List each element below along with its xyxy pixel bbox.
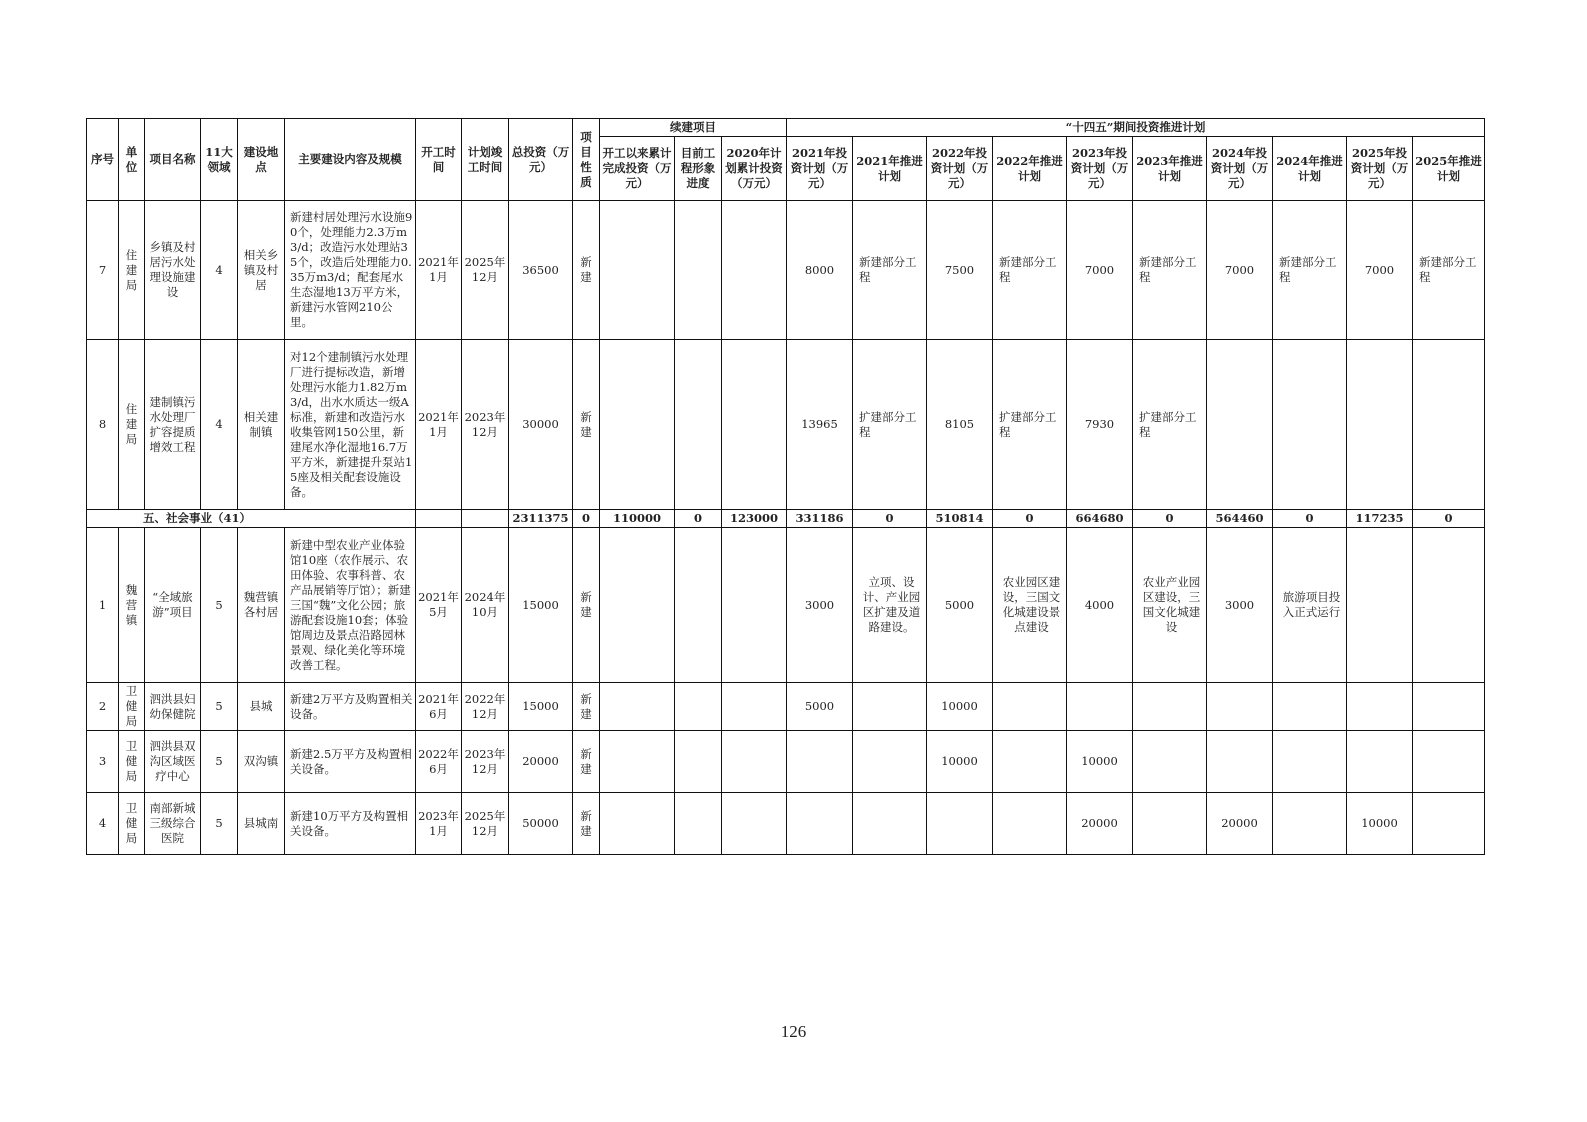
cell-prog-2022: [993, 793, 1067, 855]
cell-prog-2024: [1273, 683, 1347, 731]
cell-unit: 魏营镇: [119, 528, 145, 683]
cell-name: 南部新城三级综合医院: [145, 793, 201, 855]
cell-prog-2024: 新建部分工程: [1273, 201, 1347, 340]
cell-prog-2023: [1133, 731, 1207, 793]
cell-total: 15000: [509, 683, 573, 731]
cell-cum-invest: [600, 201, 675, 340]
cell-start: 2022年6月: [416, 731, 462, 793]
cell-nature: 新建: [573, 528, 600, 683]
cell-prog-2021: [853, 683, 927, 731]
cell-unit: 卫健局: [119, 793, 145, 855]
cell-start: 2021年6月: [416, 683, 462, 731]
header-location: 建设地点: [238, 119, 285, 201]
section-plan-2020: 123000: [722, 510, 787, 528]
investment-plan-table: [86, 118, 1485, 855]
cell-seq: 3: [87, 731, 119, 793]
header-nature: 项目性质: [573, 119, 600, 201]
section-inv-2023: 664680: [1067, 510, 1133, 528]
table-row: [87, 528, 1485, 683]
cell-total: 20000: [509, 731, 573, 793]
cell-prog-2025: 新建部分工程: [1413, 201, 1485, 340]
cell-field: 5: [201, 528, 238, 683]
cell-end: 2025年12月: [462, 201, 509, 340]
cell-name: 泗洪县双沟区域医疗中心: [145, 731, 201, 793]
cell-nature: 新建: [573, 683, 600, 731]
cell-inv-2023: 7930: [1067, 340, 1133, 510]
section-cum-invest: 110000: [600, 510, 675, 528]
cell-field: 5: [201, 793, 238, 855]
cell-content: 对12个建制镇污水处理厂进行提标改造，新增处理污水能力1.82万m3/d，出水水质达一级A标准，新建和改造污水收集管网150公里，新建尾水净化湿地16.7万平方米，新建提升泵站15座及相关配套设施设备。: [285, 340, 416, 510]
cell-unit: 住建局: [119, 201, 145, 340]
section-total: 2311375: [509, 510, 573, 528]
cell-inv-2022: 10000: [927, 731, 993, 793]
cell-content: 新建中型农业产业体验馆10座（农作展示、农田体验、农事科普、农产品展销等厅馆）；新建三国“魏”文化公园；旅游配套设施10套；体验馆周边及景点沿路园林景观、绿化美化等环境改善工程。: [285, 528, 416, 683]
section-progress: 0: [675, 510, 722, 528]
header-prog-2024: 2024年推进计划: [1273, 137, 1347, 201]
cell-seq: 1: [87, 528, 119, 683]
cell-name: 乡镇及村居污水处理设施建设: [145, 201, 201, 340]
cell-prog-2024: [1273, 731, 1347, 793]
section-row: [87, 510, 1485, 528]
header-inv-2022: 2022年投资计划（万元）: [927, 137, 993, 201]
cell-inv-2021: 8000: [787, 201, 853, 340]
section-inv-2022: 510814: [927, 510, 993, 528]
cell-name: “全域旅游”项目: [145, 528, 201, 683]
header-plan-2020: 2020年计划累计投资（万元）: [722, 137, 787, 201]
cell-inv-2022: 8105: [927, 340, 993, 510]
cell-inv-2024: [1207, 731, 1273, 793]
cell-inv-2022: 10000: [927, 683, 993, 731]
cell-plan-2020: [722, 201, 787, 340]
cell-seq: 8: [87, 340, 119, 510]
header-progress: 目前工程形象进度: [675, 137, 722, 201]
cell-unit: 住建局: [119, 340, 145, 510]
cell-prog-2025: [1413, 793, 1485, 855]
section-inv-2021: 331186: [787, 510, 853, 528]
cell-start: 2021年5月: [416, 528, 462, 683]
section-inv-2025: 117235: [1347, 510, 1413, 528]
cell-inv-2025: [1347, 340, 1413, 510]
cell-progress: [675, 340, 722, 510]
cell-unit: 卫健局: [119, 731, 145, 793]
table-row: [87, 793, 1485, 855]
cell-name: 建制镇污水处理厂扩容提质增效工程: [145, 340, 201, 510]
cell-prog-2021: 立项、设计、产业园区扩建及道路建设。: [853, 528, 927, 683]
cell-inv-2022: 5000: [927, 528, 993, 683]
table-row: [87, 683, 1485, 731]
header-group-continued: 续建项目: [600, 119, 787, 137]
cell-plan-2020: [722, 683, 787, 731]
table-row: [87, 731, 1485, 793]
cell-inv-2025: 10000: [1347, 793, 1413, 855]
cell-prog-2022: [993, 731, 1067, 793]
cell-field: 5: [201, 731, 238, 793]
cell-prog-2022: [993, 683, 1067, 731]
cell-total: 30000: [509, 340, 573, 510]
cell-inv-2023: 20000: [1067, 793, 1133, 855]
cell-inv-2021: [787, 731, 853, 793]
header-end: 计划竣工时间: [462, 119, 509, 201]
section-prog-2024: 0: [1273, 510, 1347, 528]
cell-end: 2024年10月: [462, 528, 509, 683]
cell-inv-2023: 10000: [1067, 731, 1133, 793]
header-name: 项目名称: [145, 119, 201, 201]
cell-content: 新建2万平方及购置相关设备。: [285, 683, 416, 731]
cell-content: 新建村居处理污水设施90个，处理能力2.3万m3/d；改造污水处理站35个，改造后处理能力0.35万m3/d；配套尾水生态湿地13万平方米，新建污水管网210公里。: [285, 201, 416, 340]
header-group-plan: “十四五”期间投资推进计划: [787, 119, 1485, 137]
cell-inv-2021: 5000: [787, 683, 853, 731]
cell-inv-2021: 3000: [787, 528, 853, 683]
cell-prog-2021: [853, 731, 927, 793]
header-inv-2023: 2023年投资计划（万元）: [1067, 137, 1133, 201]
cell-name: 泗洪县妇幼保健院: [145, 683, 201, 731]
cell-total: 50000: [509, 793, 573, 855]
cell-location: 相关乡镇及村居: [238, 201, 285, 340]
cell-progress: [675, 201, 722, 340]
cell-prog-2023: 新建部分工程: [1133, 201, 1207, 340]
section-nature: 0: [573, 510, 600, 528]
cell-total: 36500: [509, 201, 573, 340]
cell-location: 县城南: [238, 793, 285, 855]
cell-location: 县城: [238, 683, 285, 731]
cell-prog-2022: 农业园区建设，三国文化城建设景点建设: [993, 528, 1067, 683]
cell-prog-2025: [1413, 340, 1485, 510]
header-prog-2025: 2025年推进计划: [1413, 137, 1485, 201]
cell-unit: 卫健局: [119, 683, 145, 731]
section-prog-2022: 0: [993, 510, 1067, 528]
cell-content: 新建10万平方及构置相关设备。: [285, 793, 416, 855]
section-prog-2025: 0: [1413, 510, 1485, 528]
cell-plan-2020: [722, 731, 787, 793]
cell-inv-2022: [927, 793, 993, 855]
header-cum-invest: 开工以来累计完成投资（万元）: [600, 137, 675, 201]
cell-location: 魏营镇各村居: [238, 528, 285, 683]
cell-prog-2024: [1273, 340, 1347, 510]
cell-inv-2025: [1347, 683, 1413, 731]
cell-inv-2021: 13965: [787, 340, 853, 510]
header-inv-2024: 2024年投资计划（万元）: [1207, 137, 1273, 201]
cell-inv-2022: 7500: [927, 201, 993, 340]
cell-prog-2022: 扩建部分工程: [993, 340, 1067, 510]
cell-prog-2023: 农业产业园区建设，三国文化城建设: [1133, 528, 1207, 683]
cell-plan-2020: [722, 793, 787, 855]
section-inv-2024: 564460: [1207, 510, 1273, 528]
cell-inv-2024: 3000: [1207, 528, 1273, 683]
header-seq: 序号: [87, 119, 119, 201]
cell-plan-2020: [722, 340, 787, 510]
cell-inv-2023: [1067, 683, 1133, 731]
cell-prog-2025: [1413, 683, 1485, 731]
section-prog-2023: 0: [1133, 510, 1207, 528]
cell-prog-2023: 扩建部分工程: [1133, 340, 1207, 510]
header-inv-2021: 2021年投资计划（万元）: [787, 137, 853, 201]
cell-inv-2024: [1207, 683, 1273, 731]
header-unit: 单位: [119, 119, 145, 201]
cell-prog-2025: [1413, 528, 1485, 683]
cell-field: 4: [201, 201, 238, 340]
cell-cum-invest: [600, 340, 675, 510]
header-inv-2025: 2025年投资计划（万元）: [1347, 137, 1413, 201]
cell-seq: 2: [87, 683, 119, 731]
cell-inv-2021: [787, 793, 853, 855]
cell-start: 2021年1月: [416, 201, 462, 340]
cell-nature: 新建: [573, 731, 600, 793]
cell-plan-2020: [722, 528, 787, 683]
cell-start: 2021年1月: [416, 340, 462, 510]
table-row: [87, 201, 1485, 340]
cell-prog-2021: 扩建部分工程: [853, 340, 927, 510]
cell-nature: 新建: [573, 793, 600, 855]
cell-inv-2023: 4000: [1067, 528, 1133, 683]
cell-inv-2025: [1347, 528, 1413, 683]
cell-location: 相关建制镇: [238, 340, 285, 510]
cell-inv-2024: 20000: [1207, 793, 1273, 855]
cell-nature: 新建: [573, 340, 600, 510]
cell-cum-invest: [600, 683, 675, 731]
cell-prog-2024: 旅游项目投入正式运行: [1273, 528, 1347, 683]
header-prog-2023: 2023年推进计划: [1133, 137, 1207, 201]
cell-cum-invest: [600, 731, 675, 793]
cell-progress: [675, 528, 722, 683]
header-prog-2022: 2022年推进计划: [993, 137, 1067, 201]
cell-end: 2023年12月: [462, 340, 509, 510]
cell-prog-2024: [1273, 793, 1347, 855]
cell-progress: [675, 731, 722, 793]
cell-inv-2024: 7000: [1207, 201, 1273, 340]
cell-end: 2023年12月: [462, 731, 509, 793]
cell-inv-2024: [1207, 340, 1273, 510]
cell-progress: [675, 793, 722, 855]
cell-seq: 7: [87, 201, 119, 340]
cell-prog-2023: [1133, 683, 1207, 731]
cell-end: 2022年12月: [462, 683, 509, 731]
section-prog-2021: 0: [853, 510, 927, 528]
cell-field: 4: [201, 340, 238, 510]
cell-inv-2025: 7000: [1347, 201, 1413, 340]
header-start: 开工时间: [416, 119, 462, 201]
header-field: 11大领域: [201, 119, 238, 201]
page-number: 126: [780, 1022, 807, 1041]
cell-location: 双沟镇: [238, 731, 285, 793]
section-title: 五、社会事业（41）: [87, 510, 416, 528]
cell-prog-2021: 新建部分工程: [853, 201, 927, 340]
cell-prog-2022: 新建部分工程: [993, 201, 1067, 340]
header-prog-2021: 2021年推进计划: [853, 137, 927, 201]
cell-inv-2023: 7000: [1067, 201, 1133, 340]
cell-prog-2025: [1413, 731, 1485, 793]
cell-progress: [675, 683, 722, 731]
cell-prog-2021: [853, 793, 927, 855]
cell-content: 新建2.5万平方及构置相关设备。: [285, 731, 416, 793]
cell-end: 2025年12月: [462, 793, 509, 855]
cell-prog-2023: [1133, 793, 1207, 855]
cell-cum-invest: [600, 793, 675, 855]
table-row: [87, 340, 1485, 510]
cell-field: 5: [201, 683, 238, 731]
cell-seq: 4: [87, 793, 119, 855]
cell-start: 2023年1月: [416, 793, 462, 855]
cell-cum-invest: [600, 528, 675, 683]
header-content: 主要建设内容及规模: [285, 119, 416, 201]
cell-nature: 新建: [573, 201, 600, 340]
cell-total: 15000: [509, 528, 573, 683]
cell-inv-2025: [1347, 731, 1413, 793]
header-total: 总投资（万元）: [509, 119, 573, 201]
